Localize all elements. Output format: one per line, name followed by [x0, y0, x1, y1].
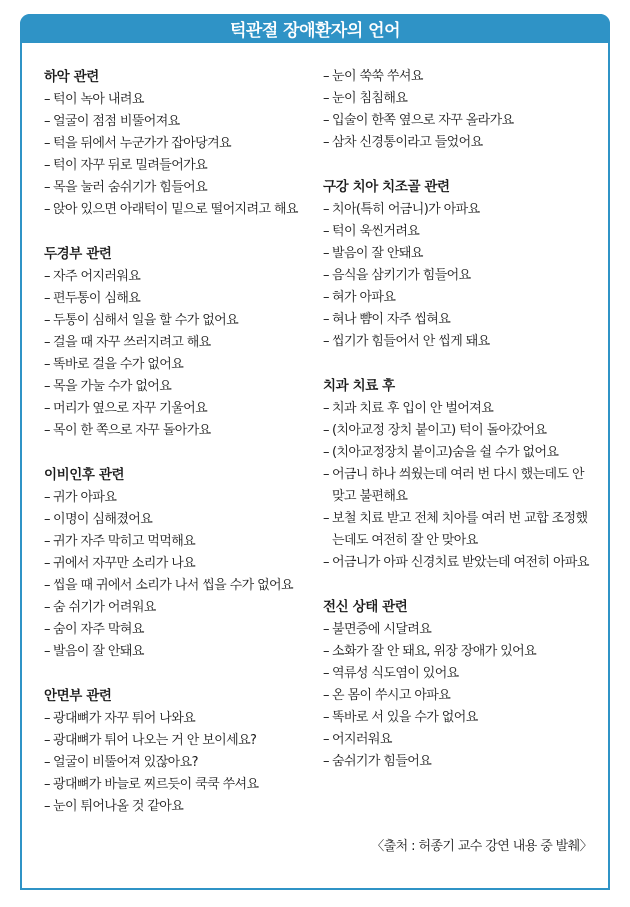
title-banner: [20, 14, 610, 43]
list-item: – 귀에서 자꾸만 소리가 나요: [44, 553, 316, 575]
list-item: – 온 몸이 쑤시고 아파요: [323, 685, 595, 707]
list-item: – 숨쉬기가 힘들어요: [323, 751, 595, 773]
item-list: [323, 66, 595, 154]
page-title: 턱관절 장애환자의 언어: [229, 21, 401, 41]
item-list: [323, 199, 595, 353]
list-item: – 불면증에 시달려요: [323, 619, 595, 641]
list-item: – 귀가 자주 막히고 먹먹해요: [44, 531, 316, 553]
section-head-neck: [44, 243, 316, 442]
list-item: – 삼차 신경통이라고 들었어요: [323, 132, 595, 154]
list-item: – 두통이 심해서 일을 할 수가 없어요: [44, 310, 316, 332]
list-item: – 똑바로 서 있을 수가 없어요: [323, 707, 595, 729]
list-item: – 어지러워요: [323, 729, 595, 751]
item-list: [323, 619, 595, 773]
list-item: – 목을 가눌 수가 없어요: [44, 376, 316, 398]
list-item: – (치아교정 장치 붙이고) 턱이 돌아갔어요: [323, 420, 595, 442]
section-heading: 두경부 관련: [44, 246, 112, 262]
list-item: – 자주 어지러워요: [44, 266, 316, 288]
section-systemic: [323, 596, 595, 773]
list-item: – 편두통이 심해요: [44, 288, 316, 310]
section-after-dental: [323, 375, 595, 574]
source-citation: 〈출처 : 허종기 교수 강연 내용 중 발췌〉: [371, 839, 592, 854]
list-item: – 치과 치료 후 입이 안 벌어져요: [323, 398, 595, 420]
list-item: – 눈이 쑥쑥 쑤셔요: [323, 66, 595, 88]
list-item: – 얼굴이 비뚤어져 있잖아요?: [44, 752, 316, 774]
list-item: – 앉아 있으면 아래턱이 밑으로 떨어지려고 해요: [44, 199, 316, 221]
section-face: [44, 685, 316, 818]
section-mandible: [44, 66, 316, 221]
list-item: – 입술이 한쪽 옆으로 자꾸 올라가요: [323, 110, 595, 132]
list-item: – 눈이 침침해요: [323, 88, 595, 110]
item-list: [323, 398, 595, 574]
left-column: [44, 66, 316, 840]
list-item: – 발음이 잘 안돼요: [44, 641, 316, 663]
list-item: – 어금니가 아파 신경치료 받았는데 여전히 아파요: [323, 552, 595, 574]
section-heading: 하악 관련: [44, 69, 99, 85]
section-heading: 구강 치아 치조골 관련: [323, 179, 450, 195]
list-item: – 어금니 하나 씌웠는데 여러 번 다시 했는데도 안 맞고 불편해요: [323, 464, 595, 508]
list-item: – 씹을 때 귀에서 소리가 나서 씹을 수가 없어요: [44, 575, 316, 597]
list-item: – 턱이 욱씬거려요: [323, 221, 595, 243]
list-item: – 귀가 아파요: [44, 487, 316, 509]
item-list: [44, 266, 316, 442]
list-item: – 턱이 녹아 내려요: [44, 89, 316, 111]
list-item: – 혀가 아파요: [323, 287, 595, 309]
list-item: – 광대뼈가 튀어 나오는 거 안 보이세요?: [44, 730, 316, 752]
list-item: – 소화가 잘 안 돼요, 위장 장애가 있어요: [323, 641, 595, 663]
section-heading: 전신 상태 관련: [323, 599, 408, 615]
list-item: – 혀나 뺨이 자주 씹혀요: [323, 309, 595, 331]
list-item: – 이명이 심해졌어요: [44, 509, 316, 531]
list-item: – 걸을 때 자꾸 쓰러지려고 해요: [44, 332, 316, 354]
section-heading: 안면부 관련: [44, 688, 112, 704]
list-item: – 턱을 뒤에서 누군가가 잡아당겨요: [44, 133, 316, 155]
section-oral-teeth: [323, 176, 595, 353]
list-item: – 턱이 자꾸 뒤로 밀려들어가요: [44, 155, 316, 177]
list-item: – 역류성 식도염이 있어요: [323, 663, 595, 685]
item-list: [44, 89, 316, 221]
list-item: – 숨 쉬기가 어려워요: [44, 597, 316, 619]
section-heading: 이비인후 관련: [44, 467, 125, 483]
list-item: – 숨이 자주 막혀요: [44, 619, 316, 641]
list-item: – 보철 치료 받고 전체 치아를 여러 번 교합 조정했는데도 여전히 잘 안 맞아요: [323, 508, 595, 552]
list-item: – 광대뼈가 바늘로 찌르듯이 쿡쿡 쑤셔요: [44, 774, 316, 796]
list-item: – 광대뼈가 자꾸 튀어 나와요: [44, 708, 316, 730]
list-item: – 치아(특히 어금니)가 아파요: [323, 199, 595, 221]
section-heading: 치과 치료 후: [323, 378, 395, 394]
list-item: – 목을 눌러 숨쉬기가 힘들어요: [44, 177, 316, 199]
list-item: – 얼굴이 점점 비뚤어져요: [44, 111, 316, 133]
list-item: – 눈이 튀어나올 것 같아요: [44, 796, 316, 818]
list-item: – 씹기가 힘들어서 안 씹게 돼요: [323, 331, 595, 353]
list-item: – 목이 한 쪽으로 자꾸 돌아가요: [44, 420, 316, 442]
section-face-continued: [323, 66, 595, 154]
list-item: – 똑바로 걸을 수가 없어요: [44, 354, 316, 376]
list-item: – 발음이 잘 안돼요: [323, 243, 595, 265]
list-item: – 머리가 옆으로 자꾸 기울어요: [44, 398, 316, 420]
right-column: [323, 66, 595, 795]
item-list: [44, 708, 316, 818]
section-ent: [44, 464, 316, 663]
item-list: [44, 487, 316, 663]
list-item: – 음식을 삼키기가 힘들어요: [323, 265, 595, 287]
list-item: – (치아교정장치 붙이고)숨을 쉴 수가 없어요: [323, 442, 595, 464]
